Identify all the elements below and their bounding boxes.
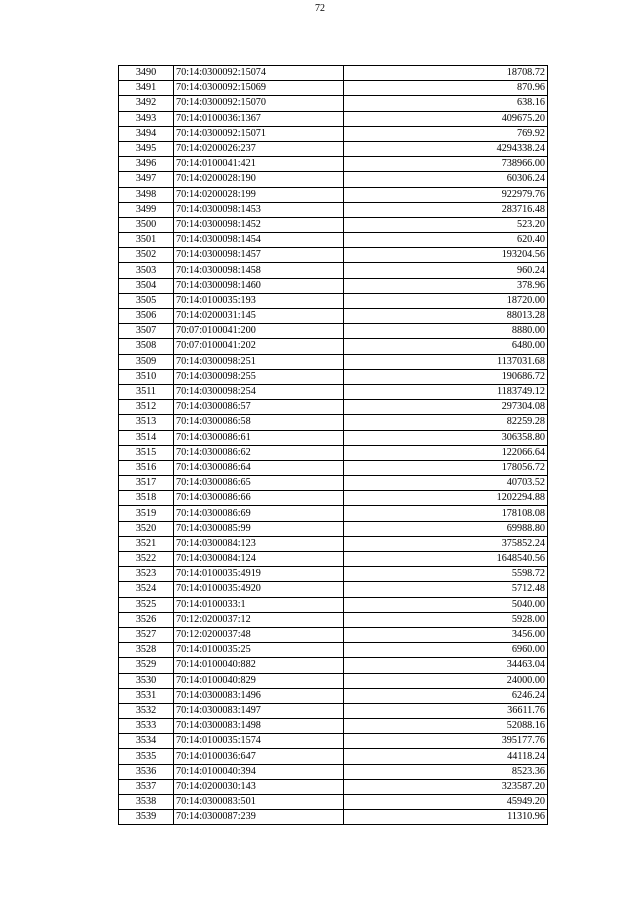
page-number: 72	[315, 3, 325, 14]
table-row	[119, 217, 548, 232]
row-number-cell: 3516	[119, 460, 174, 475]
table-row	[119, 734, 548, 749]
table-row	[119, 141, 548, 156]
cadastral-number-cell: 70:14:0300083:1498	[174, 719, 344, 734]
cadastral-number-cell: 70:14:0300083:501	[174, 795, 344, 810]
cadastral-number-cell: 70:14:0300098:255	[174, 369, 344, 384]
table-row	[119, 597, 548, 612]
cadastral-number-cell: 70:14:0100036:647	[174, 749, 344, 764]
row-number-cell: 3501	[119, 233, 174, 248]
row-number-cell: 3525	[119, 597, 174, 612]
cadastral-value-cell: 1648540.56	[344, 552, 548, 567]
cadastral-number-cell: 70:14:0300086:58	[174, 415, 344, 430]
table-row	[119, 248, 548, 263]
cadastral-number-cell: 70:14:0300083:1497	[174, 703, 344, 718]
row-number-cell: 3498	[119, 187, 174, 202]
cadastral-number-cell: 70:12:0200037:48	[174, 627, 344, 642]
cadastral-number-cell: 70:07:0100041:200	[174, 324, 344, 339]
table-row	[119, 309, 548, 324]
table-row	[119, 369, 548, 384]
cadastral-number-cell: 70:14:0200028:190	[174, 172, 344, 187]
table-row	[119, 627, 548, 642]
cadastral-number-cell: 70:14:0300098:1454	[174, 233, 344, 248]
cadastral-number-cell: 70:14:0100040:829	[174, 673, 344, 688]
cadastral-number-cell: 70:14:0300098:1452	[174, 217, 344, 232]
cadastral-number-cell: 70:14:0300098:251	[174, 354, 344, 369]
cadastral-number-cell: 70:14:0300086:64	[174, 460, 344, 475]
table-row	[119, 384, 548, 399]
table-row	[119, 506, 548, 521]
row-number-cell: 3494	[119, 126, 174, 141]
table-row	[119, 688, 548, 703]
cadastral-number-cell: 70:14:0300087:239	[174, 810, 344, 825]
cadastral-number-cell: 70:14:0200026:237	[174, 141, 344, 156]
table-row	[119, 187, 548, 202]
table-row	[119, 552, 548, 567]
cadastral-value-cell: 5928.00	[344, 612, 548, 627]
table-row	[119, 263, 548, 278]
cadastral-value-cell: 523.20	[344, 217, 548, 232]
table-row	[119, 764, 548, 779]
row-number-cell: 3524	[119, 582, 174, 597]
row-number-cell: 3496	[119, 157, 174, 172]
cadastral-value-cell: 922979.76	[344, 187, 548, 202]
cadastral-value-cell: 6246.24	[344, 688, 548, 703]
row-number-cell: 3492	[119, 96, 174, 111]
cadastral-number-cell: 70:14:0100035:4919	[174, 567, 344, 582]
row-number-cell: 3506	[119, 309, 174, 324]
table-row	[119, 567, 548, 582]
row-number-cell: 3539	[119, 810, 174, 825]
table-row	[119, 536, 548, 551]
row-number-cell: 3519	[119, 506, 174, 521]
cadastral-value-cell: 5712.48	[344, 582, 548, 597]
row-number-cell: 3491	[119, 81, 174, 96]
row-number-cell: 3509	[119, 354, 174, 369]
cadastral-value-cell: 36611.76	[344, 703, 548, 718]
row-number-cell: 3530	[119, 673, 174, 688]
cadastral-value-cell: 18708.72	[344, 66, 548, 81]
table-row	[119, 612, 548, 627]
table-row	[119, 233, 548, 248]
cadastral-value-cell: 1202294.88	[344, 491, 548, 506]
cadastral-value-cell: 178108.08	[344, 506, 548, 521]
table-row	[119, 324, 548, 339]
table-row	[119, 81, 548, 96]
cadastral-value-cell: 870.96	[344, 81, 548, 96]
row-number-cell: 3502	[119, 248, 174, 263]
cadastral-number-cell: 70:14:0300092:15069	[174, 81, 344, 96]
cadastral-value-cell: 5040.00	[344, 597, 548, 612]
cadastral-number-cell: 70:14:0100035:193	[174, 293, 344, 308]
table-row	[119, 415, 548, 430]
row-number-cell: 3515	[119, 445, 174, 460]
row-number-cell: 3527	[119, 627, 174, 642]
cadastral-value-cell: 8880.00	[344, 324, 548, 339]
table-row	[119, 749, 548, 764]
cadastral-number-cell: 70:14:0300083:1496	[174, 688, 344, 703]
cadastral-value-cell: 409675.20	[344, 111, 548, 126]
cadastral-number-cell: 70:14:0300098:1460	[174, 278, 344, 293]
cadastral-number-cell: 70:14:0300084:124	[174, 552, 344, 567]
table-row	[119, 111, 548, 126]
cadastral-number-cell: 70:14:0100041:421	[174, 157, 344, 172]
table-row	[119, 643, 548, 658]
cadastral-number-cell: 70:14:0300098:254	[174, 384, 344, 399]
cadastral-number-cell: 70:14:0100040:882	[174, 658, 344, 673]
row-number-cell: 3523	[119, 567, 174, 582]
table-row	[119, 339, 548, 354]
cadastral-value-cell: 24000.00	[344, 673, 548, 688]
table-row	[119, 779, 548, 794]
row-number-cell: 3514	[119, 430, 174, 445]
row-number-cell: 3529	[119, 658, 174, 673]
cadastral-value-cell: 1137031.68	[344, 354, 548, 369]
cadastral-value-cell: 375852.24	[344, 536, 548, 551]
table-row	[119, 658, 548, 673]
cadastral-number-cell: 70:14:0200030:143	[174, 779, 344, 794]
cadastral-value-cell: 738966.00	[344, 157, 548, 172]
row-number-cell: 3526	[119, 612, 174, 627]
table-row	[119, 278, 548, 293]
cadastral-value-cell: 638.16	[344, 96, 548, 111]
cadastral-value-cell: 45949.20	[344, 795, 548, 810]
cadastral-number-cell: 70:14:0300086:61	[174, 430, 344, 445]
row-number-cell: 3536	[119, 764, 174, 779]
cadastral-value-cell: 18720.00	[344, 293, 548, 308]
row-number-cell: 3510	[119, 369, 174, 384]
row-number-cell: 3537	[119, 779, 174, 794]
cadastral-number-cell: 70:14:0200031:145	[174, 309, 344, 324]
cadastral-number-cell: 70:14:0300098:1453	[174, 202, 344, 217]
row-number-cell: 3521	[119, 536, 174, 551]
table-row	[119, 293, 548, 308]
table-row	[119, 810, 548, 825]
cadastral-value-cell: 769.92	[344, 126, 548, 141]
cadastral-number-cell: 70:14:0300092:15074	[174, 66, 344, 81]
row-number-cell: 3535	[119, 749, 174, 764]
row-number-cell: 3513	[119, 415, 174, 430]
cadastral-number-cell: 70:14:0100035:25	[174, 643, 344, 658]
row-number-cell: 3517	[119, 476, 174, 491]
row-number-cell: 3504	[119, 278, 174, 293]
table-row	[119, 445, 548, 460]
cadastral-number-cell: 70:14:0300085:99	[174, 521, 344, 536]
cadastral-value-cell: 960.24	[344, 263, 548, 278]
row-number-cell: 3538	[119, 795, 174, 810]
row-number-cell: 3495	[119, 141, 174, 156]
cadastral-value-cell: 178056.72	[344, 460, 548, 475]
row-number-cell: 3533	[119, 719, 174, 734]
row-number-cell: 3499	[119, 202, 174, 217]
row-number-cell: 3507	[119, 324, 174, 339]
cadastral-value-cell: 88013.28	[344, 309, 548, 324]
cadastral-value-cell: 69988.80	[344, 521, 548, 536]
table-row	[119, 476, 548, 491]
row-number-cell: 3520	[119, 521, 174, 536]
row-number-cell: 3518	[119, 491, 174, 506]
row-number-cell: 3497	[119, 172, 174, 187]
table-row	[119, 795, 548, 810]
table-row	[119, 582, 548, 597]
row-number-cell: 3531	[119, 688, 174, 703]
table-row	[119, 673, 548, 688]
cadastral-value-cell: 1183749.12	[344, 384, 548, 399]
cadastral-number-cell: 70:14:0100035:1574	[174, 734, 344, 749]
cadastral-number-cell: 70:14:0200028:199	[174, 187, 344, 202]
table-row	[119, 172, 548, 187]
cadastral-number-cell: 70:14:0300086:65	[174, 476, 344, 491]
cadastral-value-cell: 4294338.24	[344, 141, 548, 156]
row-number-cell: 3522	[119, 552, 174, 567]
table-row	[119, 400, 548, 415]
cadastral-value-cell: 283716.48	[344, 202, 548, 217]
cadastral-number-cell: 70:14:0300084:123	[174, 536, 344, 551]
cadastral-value-cell: 193204.56	[344, 248, 548, 263]
table-row	[119, 460, 548, 475]
cadastral-value-cell: 395177.76	[344, 734, 548, 749]
cadastral-number-cell: 70:14:0300092:15071	[174, 126, 344, 141]
cadastral-number-cell: 70:14:0300086:62	[174, 445, 344, 460]
cadastral-value-cell: 60306.24	[344, 172, 548, 187]
cadastral-value-cell: 5598.72	[344, 567, 548, 582]
cadastral-value-cell: 34463.04	[344, 658, 548, 673]
cadastral-number-cell: 70:14:0100040:394	[174, 764, 344, 779]
row-number-cell: 3508	[119, 339, 174, 354]
cadastral-value-cell: 6960.00	[344, 643, 548, 658]
table-row	[119, 719, 548, 734]
cadastral-value-cell: 190686.72	[344, 369, 548, 384]
table-row	[119, 491, 548, 506]
row-number-cell: 3532	[119, 703, 174, 718]
table-row	[119, 202, 548, 217]
cadastral-value-cell: 8523.36	[344, 764, 548, 779]
cadastral-value-cell: 82259.28	[344, 415, 548, 430]
cadastral-number-cell: 70:14:0300098:1458	[174, 263, 344, 278]
row-number-cell: 3490	[119, 66, 174, 81]
cadastral-number-cell: 70:14:0300086:66	[174, 491, 344, 506]
cadastral-value-cell: 620.40	[344, 233, 548, 248]
cadastral-number-cell: 70:07:0100041:202	[174, 339, 344, 354]
cadastral-value-cell: 3456.00	[344, 627, 548, 642]
row-number-cell: 3512	[119, 400, 174, 415]
cadastral-value-cell: 323587.20	[344, 779, 548, 794]
cadastral-value-cell: 52088.16	[344, 719, 548, 734]
table-row	[119, 96, 548, 111]
cadastral-value-table	[118, 65, 548, 825]
cadastral-number-cell: 70:14:0100036:1367	[174, 111, 344, 126]
table-row	[119, 703, 548, 718]
row-number-cell: 3500	[119, 217, 174, 232]
table-row	[119, 354, 548, 369]
row-number-cell: 3511	[119, 384, 174, 399]
cadastral-value-cell: 40703.52	[344, 476, 548, 491]
cadastral-value-cell: 306358.80	[344, 430, 548, 445]
cadastral-number-cell: 70:14:0100035:4920	[174, 582, 344, 597]
row-number-cell: 3505	[119, 293, 174, 308]
cadastral-number-cell: 70:12:0200037:12	[174, 612, 344, 627]
table-row	[119, 430, 548, 445]
cadastral-number-cell: 70:14:0300086:69	[174, 506, 344, 521]
cadastral-number-cell: 70:14:0300098:1457	[174, 248, 344, 263]
table-row	[119, 126, 548, 141]
cadastral-value-cell: 44118.24	[344, 749, 548, 764]
table-row	[119, 157, 548, 172]
cadastral-value-cell: 122066.64	[344, 445, 548, 460]
table-row	[119, 521, 548, 536]
cadastral-number-cell: 70:14:0300092:15070	[174, 96, 344, 111]
cadastral-value-cell: 297304.08	[344, 400, 548, 415]
table-row	[119, 66, 548, 81]
cadastral-value-cell: 378.96	[344, 278, 548, 293]
row-number-cell: 3493	[119, 111, 174, 126]
cadastral-number-cell: 70:14:0100033:1	[174, 597, 344, 612]
cadastral-value-cell: 6480.00	[344, 339, 548, 354]
cadastral-number-cell: 70:14:0300086:57	[174, 400, 344, 415]
cadastral-value-cell: 11310.96	[344, 810, 548, 825]
table-body	[119, 66, 548, 825]
row-number-cell: 3534	[119, 734, 174, 749]
row-number-cell: 3528	[119, 643, 174, 658]
row-number-cell: 3503	[119, 263, 174, 278]
